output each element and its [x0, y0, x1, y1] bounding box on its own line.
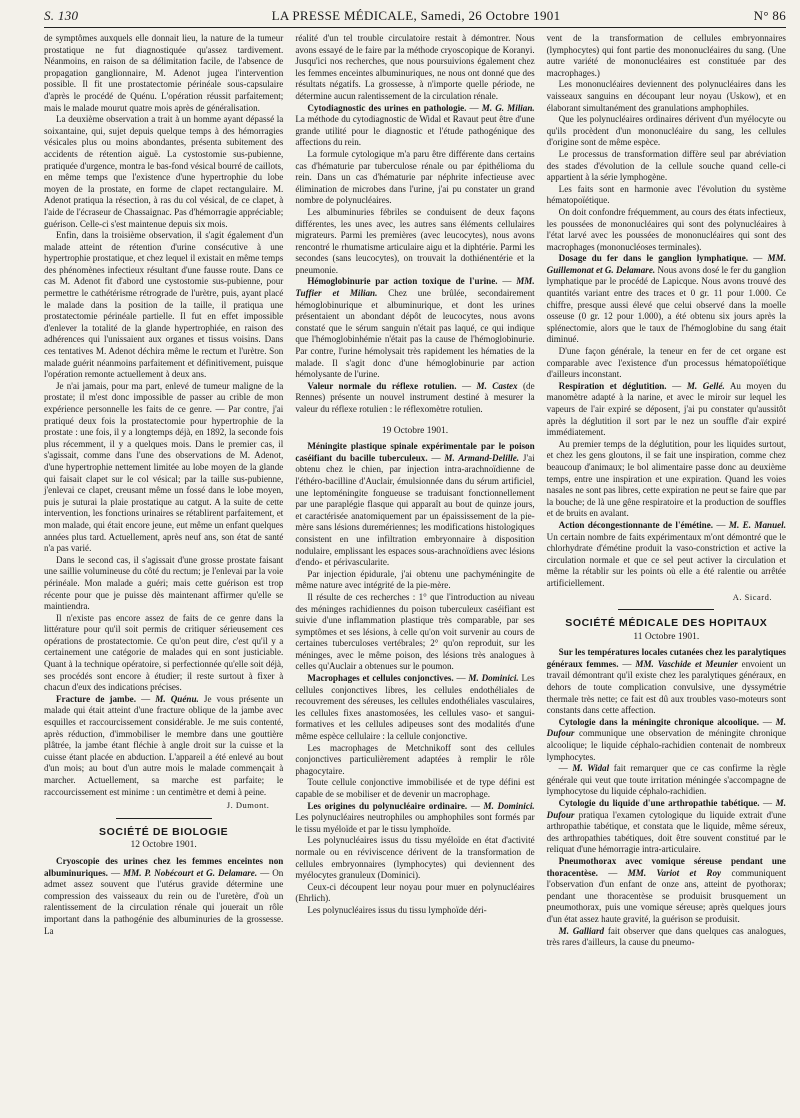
- paragraph: Il résulte de ces recherches : 1° que l'introduction au niveau des méninges rachidiennes du poison tuberculeux caséifiant est suivie d'une inflammation plastique très comparable, par ses symptômes et ses lésions, à celle qu'on voit survenir au cours de certaines tuberculoses vertébrales; 2° qu'on reproduit, sur les méninges, avec le même poison, des lésions très analogues à celles qu'Auclair a obtenues sur le poumon.: [295, 591, 535, 672]
- article-title: Macrophages et cellules conjonctives.: [307, 673, 454, 684]
- page-header: [44, 8, 786, 24]
- article-title: Cryoscopie des urines chez les femmes enceintes non albuminuriques.: [44, 855, 284, 878]
- paragraph: Au premier temps de la déglutition, pour les liquides surtout, et chez les gens gloutons, il se fait une inspiration, comme chez beaucoup d'animaux; le bol alimentaire passe donc au deuxième temps, entre une inspiration et une expiration. Quand les voies nasales ne sont pas libres, cette expiration ne peut se faire que par la bouche; de là une gêne respiratoire et la production de souffles et de bruits en avalant.: [546, 438, 786, 519]
- paragraph: On doit confondre fréquemment, au cours des états infectieux, les poussées de mononucléaires qui sont des polynucléaires à l'état larvé avec les poussées de mononucléaires qui sont des macrophages (mononucléoses terminales).: [546, 206, 786, 252]
- journal-title: LA PRESSE MÉDICALE, Samedi, 26 Octobre 1901: [271, 8, 561, 23]
- page-folio: S. 130: [44, 8, 79, 23]
- article-author: M. Widal: [572, 763, 610, 774]
- article-title: Pneumothorax avec vomique séreuse pendant une thoracentèse.: [546, 855, 786, 878]
- paragraph: Cytodiagnostic des urines en pathologie. — M. G. Milian. La méthode du cytodiagnostic de Widal et Ravaut peut être d'une grande utilité pour le diagnostic et l'étude pathogénique des affections du rein.: [295, 102, 535, 148]
- section-rule: [116, 818, 212, 819]
- paragraph: Je n'ai jamais, pour ma part, enlevé de tumeur maligne de la prostate; il m'est donc impossible de passer au crible de mon expérience personnelle les faits de ce genre. — Par contre, j'ai pratiqué deux fois la prostatectomie pour hypertrophie de la prostate : une fois, il y a longtemps déjà, en 1892, la seconde fois plus récemment, il y a quelques mois. Dans le premier cas, il s'agissait, comme dans l'une des observations de M. Adenot, d'une hypertrophie nettement limitée au lobe moyen de la glande qui faisait clapet sur le col vésical; par la taille sus-pubienne, j'enlevai ce clapet, creusant même un fossé dans le lobe moyen, puis je suturai la plaie prostatique au catgut. A la suite de cette intervention, les fonctions urinaires se rétablirent parfaitement, et mon malade, qui était encore jeune, eut même un enfant quelques années plus tard. Actuellement, après neuf ans, son état de santé n'a pas varié.: [44, 380, 284, 554]
- article-author: M. Castex: [476, 380, 518, 391]
- paragraph-text: On admet assez souvent que l'utérus gravide détermine une compression des vaisseaux du rein ou de l'uretère, d'où un ralentissement de la circulation rénale qui jouerait un rôle important dans la pathogénie des albuminuries de la grossesse. La: [44, 867, 284, 936]
- signature: J. Dumont.: [226, 800, 270, 811]
- paragraph-text: Nous avons dosé le fer du ganglion lymphatique par le procédé de Lapicque. Nous avons trouvé des quantités variant entre des traces et 0 gr. 11 pour 1.000. Ce chiffre, presque aussi élevé que celui observé dans la moelle osseuse (0 gr. 12 pour 1.000), a été obtenu six jours après la splénectomie, alors que le taux de l'hémoglobine du sang était diminué.: [546, 264, 786, 345]
- article-author: M. Dufour: [546, 716, 786, 739]
- article-author: M. Dominici.: [483, 800, 535, 811]
- paragraph-text: Les cellules conjonctives libres, les cellules endothéliales de recouvrement des séreuses, les cellules endothéliales vasculaires, les cellules fixes anastomosées, les cellules vaso- et sangui-formatives et les cellules adipeuses sont des modalités d'une même espèce cellulaire : la cellule conjonctive.: [295, 673, 535, 742]
- paragraph: Respiration et déglutition. — M. Gellé. Au moyen du manomètre adapté à la narine, et avec le miroir sur lequel les vapeurs de l'air expiré se déposent, j'ai pu constater qu'aussitôt après la déglutition il sort par le nez un souffle d'air expiré immédiatement.: [546, 380, 786, 438]
- paragraph: Cytologie dans la méningite chronique alcoolique. — M. Dufour communique une observation de méningite chronique alcoolique; le liquide céphalo-rachidien contenait de nombreux lymphocytes.: [546, 716, 786, 762]
- paragraph: Dosage du fer dans le ganglion lymphatique. — MM. Guillemonat et G. Delamare. Nous avons dosé le fer du ganglion lymphatique par le procédé de Lapicque. Nous avons trouvé des quantités variant entre des traces et 0 gr. 11 pour 1.000. Ce chiffre, presque aussi élevé que celui observé dans la moelle osseuse (0 gr. 12 pour 1.000), a été obtenu six jours après la splénectomie, alors que le taux de l'hémoglobine du sang était diminué.: [546, 253, 786, 345]
- article-author: M. Dominici.: [468, 673, 519, 684]
- article-author: MM. Tuffier et Milian.: [295, 276, 535, 299]
- paragraph: Les polynucléaires issus du tissu myéloïde en état d'activité normale ou en réviviscence dérivent de la transformation de cellules embryonnaires (lymphocytes) qui deviennent des myélocytes granuleux (Dominici).: [295, 835, 535, 881]
- article-author: M. G. Milian.: [481, 102, 535, 113]
- paragraph-text: (de Rennes) présente un nouvel instrument destiné à mesurer la valeur du réflexe rotulien : le réflexomètre rotulien.: [295, 380, 535, 414]
- paragraph: — M. Widal fait remarquer que ce cas confirme la règle générale qui veut que toute irritation méningée s'accompagne de lymphocytose du liquide céphalo-rachidien.: [546, 763, 786, 797]
- paragraph: La formule cytologique m'a paru être différente dans certains cas d'hématurie par tuberculose rénale ou par épithélioma du rein. Dans un cas d'hématurie par néphrite infectieuse avec élimination de microbes dans l'urine, j'ai pu constater un grand nombre de polynucléaires.: [295, 148, 535, 206]
- paragraph: Hémoglobinurie par action toxique de l'urine. — MM. Tuffier et Milian. Chez une brûlée, secondairement hémoglobinurique et albuminurique, et dont les urines présentaient un abondant dépôt de leucocytes, nous avons constaté que le sérum sanguin n'était pas laqué, ce qui indique que l'hémoglobinhémie n'était pas la cause de l'hémoglobinurie. Par contre, l'urine hémolysait très rapidement les hématies de la malade. Il s'agit donc d'une hémoglobinurie par action hémolysante de l'urine.: [295, 276, 535, 380]
- paragraph-text: Au moyen du manomètre adapté à la narine, et avec le miroir sur lequel les vapeurs de l'air expiré se déposent, j'ai pu constater qu'aussitôt après la déglutition il sort par le nez un souffle d'air expiré immédiatement.: [546, 380, 786, 438]
- article-author: MM. Variot et Roy: [627, 867, 722, 878]
- article-author: M. Quénu.: [155, 693, 199, 704]
- paragraph-text: fait observer que dans quelques cas analogues, très rares d'ailleurs, la cause du pneumo-: [546, 925, 786, 948]
- column-1: [44, 33, 283, 949]
- paragraph: réalité d'un tel trouble circulatoire restait à démontrer. Nous avons essayé de le faire par la méthode cryoscopique de Koranyi. Jusqu'ici nos recherches, que nous poursuivions également chez les femmes enceintes albuminuriques, ne nous ont donné que des résultats négatifs. La grossesse, à n'importe quelle période, ne détermine aucun ralentissement de la circulation rénale.: [295, 33, 535, 101]
- article-title: Cytodiagnostic des urines en pathologie.: [307, 102, 467, 113]
- article-author: M. E. Manuel.: [728, 519, 786, 530]
- paragraph: Action décongestionnante de l'émétine. — M. E. Manuel. Un certain nombre de faits expérimentaux m'ont démontré que le chlorhydrate d'émétine produit la vaso-constriction et active la circulation normale et que ce sel peut activer la circulation et même la rétablir sur les points où elle a été ralentie ou arrêtée artificiellement.: [546, 519, 786, 588]
- paragraph: La deuxième observation a trait à un homme ayant dépassé la soixantaine, qui, sujet depuis quelque temps à des hémorragies vésicales plus ou moins abondantes, présenta subitement des accidents de rétention aiguë. La cystostomie sus-pubienne, pratiquée d'urgence, montra le bas-fond vésical bourré de caillots, en même temps que l'existence d'une hypertrophie du lobe moyen de la prostate, en forme de clapet rectangulaire. M. Adenot pratiqua la résection, à ras du col vésical, de ce clapet, à l'aide de l'écraseur de Chassaignac. Pas d'hémorragie appréciable; guérison. Celle-ci s'est maintenue depuis six mois.: [44, 114, 284, 229]
- paragraph: Les albuminuries fébriles se conduisent de deux façons différentes, les unes avec, les autres sans éléments cellulaires migrateurs. Parmi les premières (avec leucocytes), nous avons rencontré le rhumatisme articulaire aigu et la diphtérie. Parmi les secondes (sans leucocytes), on trouvait la dothiénentérie et la pneumonie.: [295, 206, 535, 275]
- paragraph: [547, 926, 786, 949]
- paragraph-text: communiquent l'observation d'un enfant de onze ans, atteint de pyothorax; pendant une thoracentèse se produisit brusquement un pneumothorax, puis une vomique séreuse; après quelques jours d'un état assez haute gravité, la guérison se produisit.: [546, 867, 786, 924]
- paragraph-text: Je vous présente un malade qui était atteint d'une fracture oblique de la jambe avec esquilles et raccourcissement considérable. Je me suis contenté, après réduction, d'immobiliser le membre dans une gouttière plâtrée, la jambe étant fléchie à angle droit sur la cuisse et la cuisse étant placée en abduction. L'appareil a été enlevé au bout d'un mois; au bout d'un autre mois le malade commençait à marcher. Actuellement, sa marche est parfaite; le raccourcissement est minime : un centimètre et demi à peine.: [44, 693, 284, 797]
- article-title: Dosage du fer dans le ganglion lymphatique.: [558, 253, 749, 264]
- paragraph: Par injection épidurale, j'ai obtenu une pachyméningite de même nature avec intégrité de la pie-mère.: [295, 568, 535, 591]
- article-author: M. Dufour: [546, 798, 786, 820]
- issue-number: N° 86: [753, 8, 786, 23]
- article-title: Action décongestionnante de l'émétine.: [558, 519, 714, 530]
- paragraph-text: fait remarquer que ce cas confirme la règle générale qui veut que toute irritation méningée s'accompagne de lymphocytose du liquide céphalo-rachidien.: [546, 763, 786, 797]
- article-author: MM. Vaschide et Meunier: [635, 658, 738, 669]
- paragraph: Les polynucléaires issus du tissu lymphoïde déri-: [307, 904, 487, 915]
- paragraph: Valeur normale du réflexe rotulien. — M. Castex (de Rennes) présente un nouvel instrument destiné à mesurer la valeur du réflexe rotulien : le réflexomètre rotulien.: [295, 380, 535, 414]
- paragraph: Cryoscopie des urines chez les femmes enceintes non albuminuriques. — MM. P. Nobécourt et G. Delamare. — On admet assez souvent que l'utérus gravide détermine une compression des vaisseaux du rein ou de l'uretère, d'où un ralentissement de la circulation rénale qui jouerait un rôle important dans la pathogénie des albuminuries de la grossesse. La: [44, 855, 284, 936]
- paragraph-text: pratiqua l'examen cytologique du liquide extrait d'une arthropathie tabétique, et constata que le liquide, même séreux, des arthropathies tabétiques, doit être souvent constitué par le reliquat d'une hémorragie intra-articulaire.: [546, 809, 786, 855]
- columns: [44, 33, 786, 949]
- article-author: MM. P. Nobécourt et G. Delamare.: [123, 867, 258, 878]
- header-rule: [44, 27, 786, 28]
- paragraph: Toute cellule conjonctive immobilisée et de type défini est capable de se mobiliser et de devenir un macrophage.: [295, 777, 535, 799]
- article-author: M. Galliard: [558, 925, 605, 936]
- section-date: 12 Octobre 1901.: [130, 840, 197, 851]
- section-date: 11 Octobre 1901.: [633, 631, 700, 642]
- paragraph: Pneumothorax avec vomique séreuse pendant une thoracentèse. — MM. Variot et Roy communiquent l'observation d'un enfant de onze ans, atteint de pyothorax; pendant une thoracentèse se produisit brusquement un pneumothorax, puis une vomique séreuse; après quelques jours d'un état assez haute gravité, la guérison se produisit.: [546, 855, 786, 924]
- section-title: SOCIÉTÉ DE BIOLOGIE: [99, 825, 229, 838]
- article-title: Cytologie dans la méningite chronique alcoolique.: [558, 716, 759, 727]
- article-title: Hémoglobinurie par action toxique de l'urine.: [307, 276, 498, 287]
- paragraph: Macrophages et cellules conjonctives. — M. Dominici. Les cellules conjonctives libres, les cellules endothéliales de recouvrement des séreuses, les cellules endothéliales vasculaires, les cellules fixes anastomosées, les cellules vaso- et sangui-formatives et les cellules adipeuses sont des modalités d'une même espèce cellulaire : la cellule conjonctive.: [295, 673, 535, 742]
- paragraph: Dans le second cas, il s'agissait d'une grosse prostate faisant une saillie volumineuse du côté du rectum; je l'enlevai par la voie périnéale. Mon malade a guéri; mais cette guérison est trop récente pour que je puisse dès maintenant affirmer qu'elle se maintiendra.: [44, 554, 284, 612]
- paragraph: Que les polynucléaires ordinaires dérivent d'un myélocyte ou qu'ils procèdent d'un mononucléaire du sang, les cellules d'origine sont de même espèce.: [546, 114, 786, 148]
- article-title: Fracture de jambe.: [56, 693, 136, 704]
- paragraph: Les mononucléaires deviennent des polynucléaires dans les vaisseaux sanguins en découpant leur noyau (Uskow), et en élaborant simultanément des granulations amphophiles.: [546, 79, 786, 113]
- paragraph: Méningite plastique spinale expérimentale par le poison caséifiant du bacille tuberculeux. — M. Armand-Delille. J'ai obtenu chez le chien, par injection intra-arachnoïdienne de l'éthéro-bacilline d'Auclair, émulsionnée dans du sérum artificiel, une leptoméningite fongueuse se traduisant fonctionnellement par une paraplégie flasque qui apparaît au bout de quinze jours, et caractérisée anatomiquement par un épaississement de la pie-mère sans lésions duremériennes; les modifications histologiques consistent en une infiltration embryonnaire à disposition nodulaire, emplissant les espaces sous-arachnoïdiens avec lésions d'endo- et périvascularite.: [295, 441, 535, 568]
- paragraph-text: La méthode du cytodiagnostic de Widal et Ravaut peut être d'une grande utilité pour le diagnostic et l'étude pathogénique des affections du rein.: [295, 114, 535, 148]
- paragraph: Sur les températures locales cutanées chez les paralytiques généraux femmes. — MM. Vaschide et Meunier envoient un travail démontrant qu'il existe chez les paralytiques généraux, en dehors de toute complication convulsive, une dyssymétrie thermale très nette; ce fait est dû aux troubles vaso-moteurs sont constants dans cette affection.: [546, 647, 786, 716]
- paragraph: Les macrophages de Metchnikoff sont des cellules conjonctives particulièrement adaptées à remplir le rôle phagocytaire.: [295, 742, 535, 776]
- paragraph: Cytologie du liquide d'une arthropathie tabétique. — M. Dufour pratiqua l'examen cytologique du liquide extrait d'une arthropathie tabétique, et constata que le liquide, même séreux, des arthropathies tabétiques, doit être souvent constitué par le reliquat d'une hémorragie intra-articulaire.: [546, 798, 786, 855]
- article-title: Méningite plastique spinale expérimentale par le poison caséifiant du bacille tuberculeux.: [295, 441, 535, 463]
- article-title: Sur les températures locales cutanées chez les paralytiques généraux femmes.: [546, 647, 786, 669]
- paragraph: Les faits sont en harmonie avec l'évolution du système hématopoïétique.: [546, 183, 786, 206]
- article-title: Valeur normale du réflexe rotulien.: [307, 380, 457, 391]
- paragraph: Ceux-ci découpent leur noyau pour muer en polynucléaires (Ehrlich).: [295, 881, 535, 904]
- column-2: [295, 33, 534, 949]
- article-author: MM. Guillemonat et G. Delamare.: [546, 253, 786, 275]
- paragraph-text: Un certain nombre de faits expérimentaux m'ont démontré que le chlorhydrate d'émétine produit la vaso-constriction et active la circulation normale et que ce sel peut activer la circulation et même la rétablir sur les points où elle a été ralentie ou arrêtée artificiellement.: [546, 531, 786, 588]
- section-rule: [618, 609, 714, 610]
- section-title: SOCIÉTÉ MÉDICALE DES HOPITAUX: [565, 617, 768, 630]
- article-author: M. Armand-Delille.: [444, 452, 520, 463]
- paragraph-text: J'ai obtenu chez le chien, par injection intra-arachnoïdienne de l'éthéro-bacilline d'Auclair, émulsionnée dans du sérum artificiel, une leptoméningite fongueuse se traduisant fonctionnellement par une paraplégie flasque qui apparaît au bout de quinze jours, et caractérisée anatomiquement par un épaississement de la pie-mère sans lésions duremériennes; les modifications histologiques consistent en une infiltration embryonnaire à disposition nodulaire, emplissant les espaces sous-arachnoïdiens avec lésions d'endo- et périvascularite.: [295, 452, 535, 568]
- paragraph: de symptômes auxquels elle donnait lieu, la nature de la tumeur prostatique ne fut diagnostiquée qu'assez tardivement. Néanmoins, en raison de sa délimitation facile, de l'absence de propagation ganglionnaire, M. Adenot jugea l'intervention possible. Il fit une prostatectomie périnéale sous-capsulaire d'après le procédé de Quénu. L'opération réussit parfaitement; mais le malade mourut quatre mois après de généralisation.: [44, 33, 284, 113]
- paragraph: D'une façon générale, la teneur en fer de cet organe est comparable avec l'existence d'un processus hématopoïétique d'ailleurs inconstant.: [546, 346, 786, 380]
- article-title: Cytologie du liquide d'une arthropathie tabétique.: [558, 798, 760, 808]
- column-3: [547, 33, 786, 949]
- paragraph-text: envoient un travail démontrant qu'il existe chez les paralytiques généraux, en dehors de toute complication convulsive, une dyssymétrie thermale très nette; ce fait est dû aux troubles vaso-moteurs sont constants dans cette affection.: [546, 658, 786, 716]
- article-title: Les origines du polynucléaire ordinaire.: [307, 800, 468, 811]
- paragraph: Les origines du polynucléaire ordinaire. — M. Dominici. Les polynucléaires neutrophiles ou amphophiles sont formés par le tissu myéloïde et par le tissu lymphoïde.: [295, 800, 535, 834]
- paragraph: Le processus de transformation diffère seul par abréviation des stades d'évolution de la cellule souche quand celle-ci appartient à la série lymphogène.: [546, 148, 786, 183]
- paragraph-text: Chez une brûlée, secondairement hémoglobinurique et albuminurique, et dont les urines présentaient un abondant dépôt de leucocytes, nous avons constaté que le sérum sanguin n'était pas laqué, ce qui indique que l'hémoglobinhémie n'était pas la cause de l'hémoglobinurie. Par contre, l'urine hémolysait très rapidement les hématies de la malade. Il s'agit donc d'une hémoglobinurie par action hémolysante de l'urine.: [295, 288, 535, 380]
- article-author: M. Gellé.: [686, 380, 725, 391]
- paragraph: vent de la transformation de cellules embryonnaires (lymphocytes) qui font partie des mononucléaires du sang. (Une autre variété de mononucléaires est constituée par des macrophages.): [546, 33, 786, 78]
- section-date: 19 Octobre 1901.: [381, 425, 449, 436]
- paragraph: Fracture de jambe. — M. Quénu. Je vous présente un malade qui était atteint d'une fracture oblique de la jambe avec esquilles et raccourcissement considérable. Je me suis contenté, après réduction, d'immobiliser le membre dans une gouttière plâtrée, la jambe étant fléchie à angle droit sur la cuisse et la cuisse étant placée en abduction. L'appareil a été enlevé au bout d'un mois; au bout d'un autre mois le malade commençait à marcher. Actuellement, sa marche est parfaite; le raccourcissement est minime : un centimètre et demi à peine.: [44, 693, 284, 797]
- paragraph-text: Les polynucléaires neutrophiles ou amphophiles sont formés par le tissu myéloïde et par le tissu lymphoïde.: [295, 812, 535, 834]
- paragraph: Enfin, dans la troisième observation, il s'agit également d'un malade atteint de rétention d'urine consécutive à une hypertrophie prostatique, et chez lequel il existait en même temps des phénomènes infectieux résultant d'une fausse route. Dans ce cas M. Adenot fit d'abord une cystostomie sus-pubienne, pour permettre le cathétérisme rétrograde de l'urètre, puis, ayant placé le malade dans la position de la taille, il pratiqua une prostatectomie périnéale partielle. Il fut en effet impossible d'enlever la totalité de la glande hypertrophiée, en raison des adhérences qui l'unissaient aux organes et tissus voisins. Dans ces tentatives M. Adenot déchira même le rectum et l'urètre. Son malade guérit néanmoins parfaitement et définitivement, puisque l'opération remonte actuellement à deux ans.: [44, 230, 284, 380]
- paragraph: Il n'existe pas encore assez de faits de ce genre dans la littérature pour qu'il soit permis de critiquer sérieusement ces opérations de prostatectomie. Ce qu'on peut dire, c'est qu'il y a certainement une catégorie de malades qui en sont justiciable. Quant à la technique opératoire, si perfectionnée qu'elle soit déjà, ses procédés sont encore à étudier; il reste surtout à fixer à chacun d'eux des indications précises.: [44, 612, 284, 693]
- paragraph-text: communique une observation de méningite chronique alcoolique; le liquide céphalo-rachidien contenait de nombreux lymphocytes.: [546, 728, 786, 762]
- signature: A. Sicard.: [732, 591, 772, 602]
- article-title: Respiration et déglutition.: [558, 380, 667, 391]
